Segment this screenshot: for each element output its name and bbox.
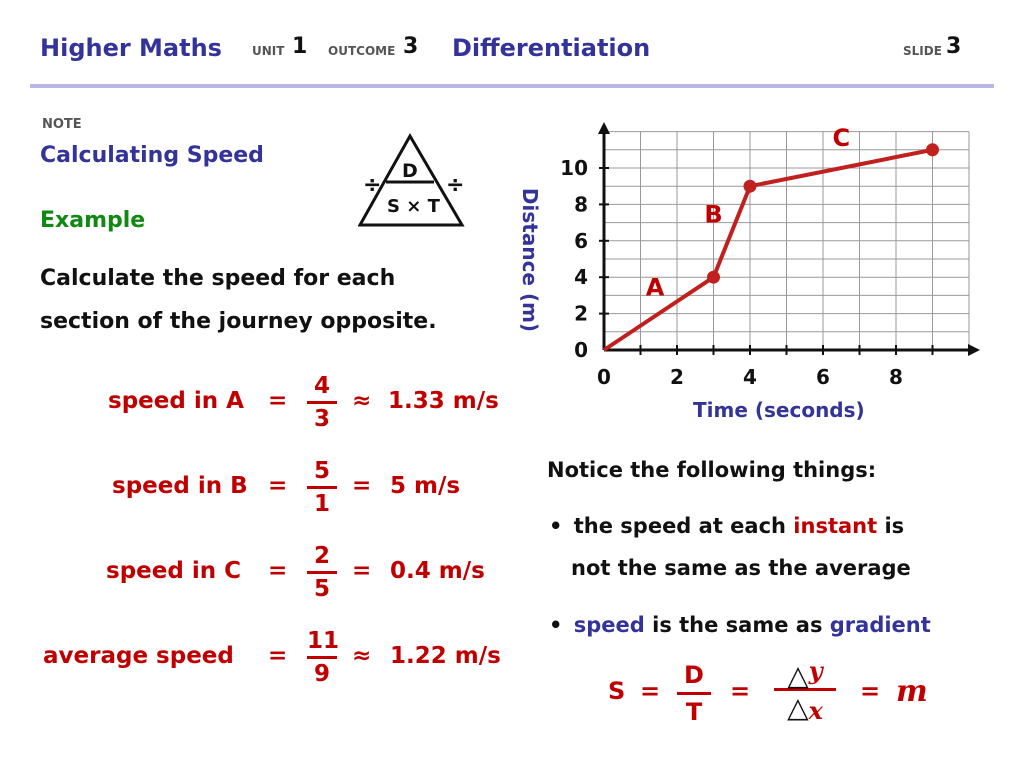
y-tick-label: 4	[574, 265, 588, 290]
y-tick-label: 10	[560, 156, 588, 180]
delta-icon: △	[787, 691, 809, 724]
equation-relation: =	[352, 473, 372, 499]
highlight-speed: speed	[573, 613, 645, 637]
equation-fraction	[307, 372, 337, 433]
header-divider	[30, 84, 994, 88]
formula-speed: S	[608, 677, 626, 705]
equation-label: speed in B	[112, 473, 248, 499]
equation-result: 0.4 m/s	[390, 558, 485, 584]
equation-relation: =	[352, 558, 372, 584]
notice-bullet-1	[549, 514, 904, 538]
fraction-denominator: 9	[313, 661, 330, 687]
fraction-bar	[307, 656, 337, 659]
distance-time-chart	[540, 110, 990, 400]
x-tick-label: 2	[670, 365, 684, 389]
delta-x-var: x	[808, 696, 823, 725]
y-tick-label: 0	[574, 338, 588, 362]
equation-result: 1.33 m/s	[388, 388, 499, 414]
instruction-text: Calculate the speed for each section of the journey opposite.	[40, 266, 437, 334]
equation-fraction	[307, 542, 337, 603]
outcome-label: OUTCOME	[328, 44, 396, 58]
fraction-denominator: 5	[313, 576, 330, 602]
outcome-number: 3	[403, 34, 419, 59]
fraction-bar	[307, 571, 337, 574]
fraction-numerator: 11	[307, 628, 340, 654]
bullet-text: is the same as	[644, 613, 830, 637]
unit-number: 1	[292, 34, 308, 59]
highlight-gradient: gradient	[829, 613, 931, 637]
x-tick-label: 4	[743, 365, 757, 389]
equation-label: speed in C	[106, 558, 241, 584]
equation-fraction	[307, 457, 337, 518]
equation-equals: =	[268, 473, 288, 499]
formula-equals-2: =	[730, 677, 751, 705]
fraction-bar	[307, 401, 337, 404]
fraction-numerator: 5	[313, 458, 330, 484]
segment-label: B	[704, 200, 723, 229]
equation-label: average speed	[43, 643, 234, 669]
triangle-speed-time: S × T	[387, 196, 440, 217]
data-point	[926, 143, 939, 156]
fraction-denominator: 3	[313, 406, 330, 432]
data-point	[707, 271, 720, 284]
course-title: Higher Maths	[40, 34, 222, 62]
notice-bullet-1-line2: not the same as the average	[571, 556, 911, 580]
fraction-bar	[307, 486, 337, 489]
equation-fraction	[307, 627, 340, 688]
equation-label: speed in A	[108, 388, 244, 414]
segment-label: C	[832, 124, 851, 153]
unit-label: UNIT	[252, 44, 285, 58]
segment-label: A	[645, 273, 665, 302]
formula-distance: D	[684, 661, 704, 689]
chart-segment-labels	[646, 124, 850, 301]
triangle-divide-left: ÷	[363, 173, 382, 198]
formula-dt-fraction	[677, 660, 711, 727]
chart-axes	[598, 122, 980, 356]
note-label: NOTE	[42, 117, 82, 132]
notice-bullet-2	[549, 613, 931, 637]
bullet-icon: •	[549, 514, 563, 538]
y-tick-label: 8	[574, 192, 588, 217]
equation-result: 1.22 m/s	[390, 643, 501, 669]
triangle-distance: D	[402, 160, 418, 182]
delta-icon: △	[787, 659, 809, 692]
equation-equals: =	[268, 388, 288, 414]
highlight-instant: instant	[793, 514, 878, 538]
notice-heading: Notice the following things:	[547, 458, 877, 482]
x-tick-label: 6	[816, 365, 830, 389]
fraction-bar	[677, 692, 711, 695]
chart-ticks	[560, 156, 969, 389]
triangle-divide-right: ÷	[446, 173, 465, 198]
x-axis-title: Time (seconds)	[693, 398, 865, 422]
fraction-numerator: 4	[313, 373, 330, 399]
equation-equals: =	[268, 558, 288, 584]
delta-y-var: y	[808, 656, 823, 685]
y-tick-label: 2	[574, 301, 588, 326]
equation-result: 5 m/s	[390, 473, 461, 499]
equation-relation: ≈	[352, 643, 372, 669]
data-point	[744, 180, 757, 193]
slide-label: SLIDE	[903, 44, 942, 58]
formula-delta-x	[774, 693, 836, 723]
y-tick-label: 6	[574, 228, 588, 253]
y-axis-title: Distance (m)	[518, 187, 542, 333]
formula-delta-y	[774, 656, 836, 692]
fraction-denominator: 1	[313, 491, 330, 517]
x-tick-label: 0	[597, 365, 611, 389]
equation-equals: =	[268, 643, 288, 669]
x-tick-label: 8	[889, 365, 903, 389]
bullet-text: the speed at each	[573, 514, 794, 538]
formula-equals-1: =	[640, 677, 661, 705]
slide-number: 3	[946, 34, 962, 59]
chart-grid	[604, 132, 969, 350]
fraction-numerator: 2	[313, 543, 330, 569]
formula-equals-3: =	[860, 677, 881, 705]
formula-time: T	[685, 698, 703, 726]
chart-series	[604, 143, 939, 350]
formula-delta-fraction	[774, 656, 836, 723]
bullet-text-tail: is	[877, 514, 905, 538]
topic-title: Differentiation	[452, 34, 651, 62]
equation-relation: ≈	[352, 388, 372, 414]
formula-gradient-m: m	[896, 674, 928, 709]
series-line	[604, 150, 933, 350]
example-label: Example	[40, 208, 146, 233]
y-axis-arrow	[598, 122, 610, 134]
bullet-icon: •	[549, 613, 563, 637]
section-title: Calculating Speed	[40, 143, 264, 168]
